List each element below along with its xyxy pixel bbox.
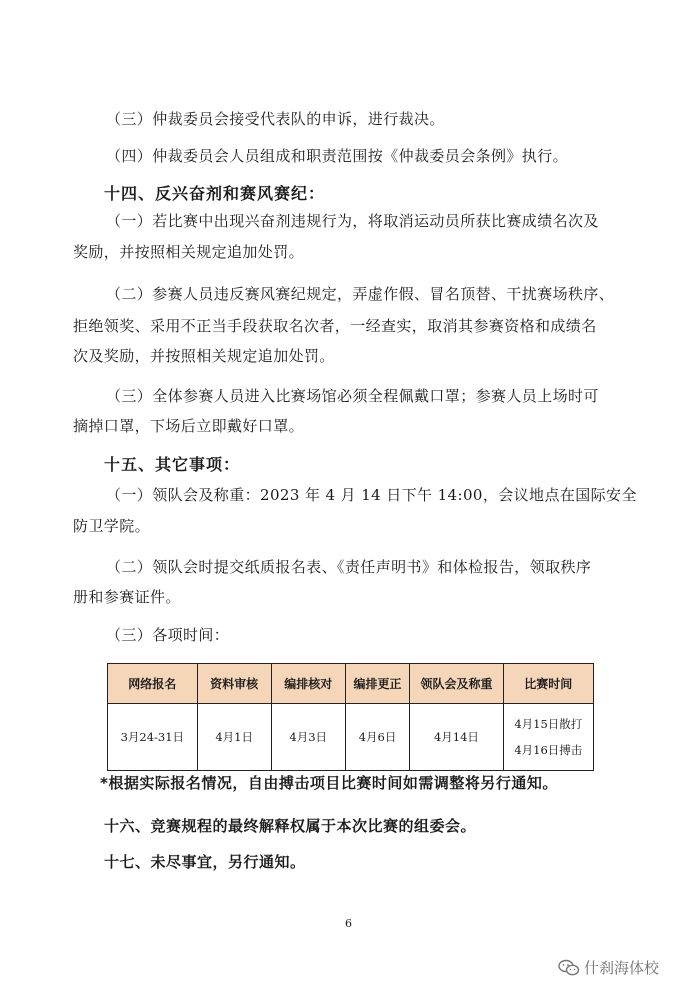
watermark-text: 什刹海体校 <box>584 959 660 977</box>
header-leaders-meeting-weighin: 领队会及称重 <box>410 664 503 704</box>
paragraph-15-2-line1: （二）领队会时提交纸质报名表、《责任声明书》和体检报告，领取秩序 <box>106 558 592 576</box>
paragraph-15-3: （三）各项时间： <box>106 626 230 644</box>
paragraph-15-1-line1: （一）领队会及称重：2023 年 4 月 14 日下午 14:00，会议地点在国际安全 <box>106 486 637 504</box>
paragraph-14-1-line2: 奖励，并按照相关规定追加处罚。 <box>73 243 305 261</box>
paragraph-13-3: （三）仲裁委员会接受代表队的申诉，进行裁决。 <box>106 110 445 128</box>
paragraph-14-1-line1: （一）若比赛中出现兴奋剂违规行为，将取消运动员所获比赛成绩名次及 <box>106 212 599 230</box>
watermark <box>558 957 659 978</box>
header-match-time: 比赛时间 <box>503 664 593 704</box>
cell-schedule-check: 4月3日 <box>271 704 345 771</box>
header-schedule-check: 编排核对 <box>271 664 345 704</box>
schedule-row <box>108 704 594 771</box>
paragraph-14-2-line2: 拒绝领奖、采用不正当手段获取名次者，一经查实，取消其参赛资格和成绩名 <box>73 317 597 335</box>
page-number: 6 <box>345 917 352 930</box>
paragraph-14-2-line1: （二）参赛人员违反赛风赛纪规定，弄虚作假、冒名顶替、干扰赛场秩序、 <box>106 285 615 303</box>
paragraph-15-1-line2: 防卫学院。 <box>73 517 151 535</box>
schedule-header-row <box>108 664 594 704</box>
cell-document-review: 4月1日 <box>197 704 271 771</box>
match-time-sanda: 4月15日散打 <box>514 717 583 731</box>
cell-match-time <box>503 704 593 771</box>
adjustment-note: *根据实际报名情况，自由搏击项目比赛时间如需调整将另行通知。 <box>100 774 558 792</box>
cell-schedule-correction: 4月6日 <box>345 704 410 771</box>
cell-leaders-meeting-weighin: 4月14日 <box>410 704 503 771</box>
paragraph-13-4: （四）仲裁委员会人员组成和职责范围按《仲裁委员会条例》执行。 <box>106 147 569 165</box>
paragraph-14-3-line1: （三）全体参赛人员进入比赛场馆必须全程佩戴口罩；参赛人员上场时可 <box>106 387 599 405</box>
cell-online-registration: 3月24-31日 <box>108 704 198 771</box>
section-16: 十六、竞赛规程的最终解释权属于本次比赛的组委会。 <box>104 817 477 835</box>
paragraph-15-2-line2: 册和参赛证件。 <box>73 588 181 606</box>
header-schedule-correction: 编排更正 <box>345 664 410 704</box>
wechat-icon <box>558 959 580 977</box>
section-heading-15: 十五、其它事项： <box>104 455 241 474</box>
section-heading-14: 十四、反兴奋剂和赛风赛纪： <box>104 184 326 203</box>
schedule-table <box>107 663 594 771</box>
paragraph-14-2-line3: 次及奖励，并按照相关规定追加处罚。 <box>73 347 335 365</box>
header-document-review: 资料审核 <box>197 664 271 704</box>
header-online-registration: 网络报名 <box>108 664 198 704</box>
paragraph-14-3-line2: 摘掉口罩，下场后立即戴好口罩。 <box>73 417 305 435</box>
match-time-kickboxing: 4月16日搏击 <box>514 743 583 757</box>
section-17: 十七、未尽事宜，另行通知。 <box>104 853 306 871</box>
